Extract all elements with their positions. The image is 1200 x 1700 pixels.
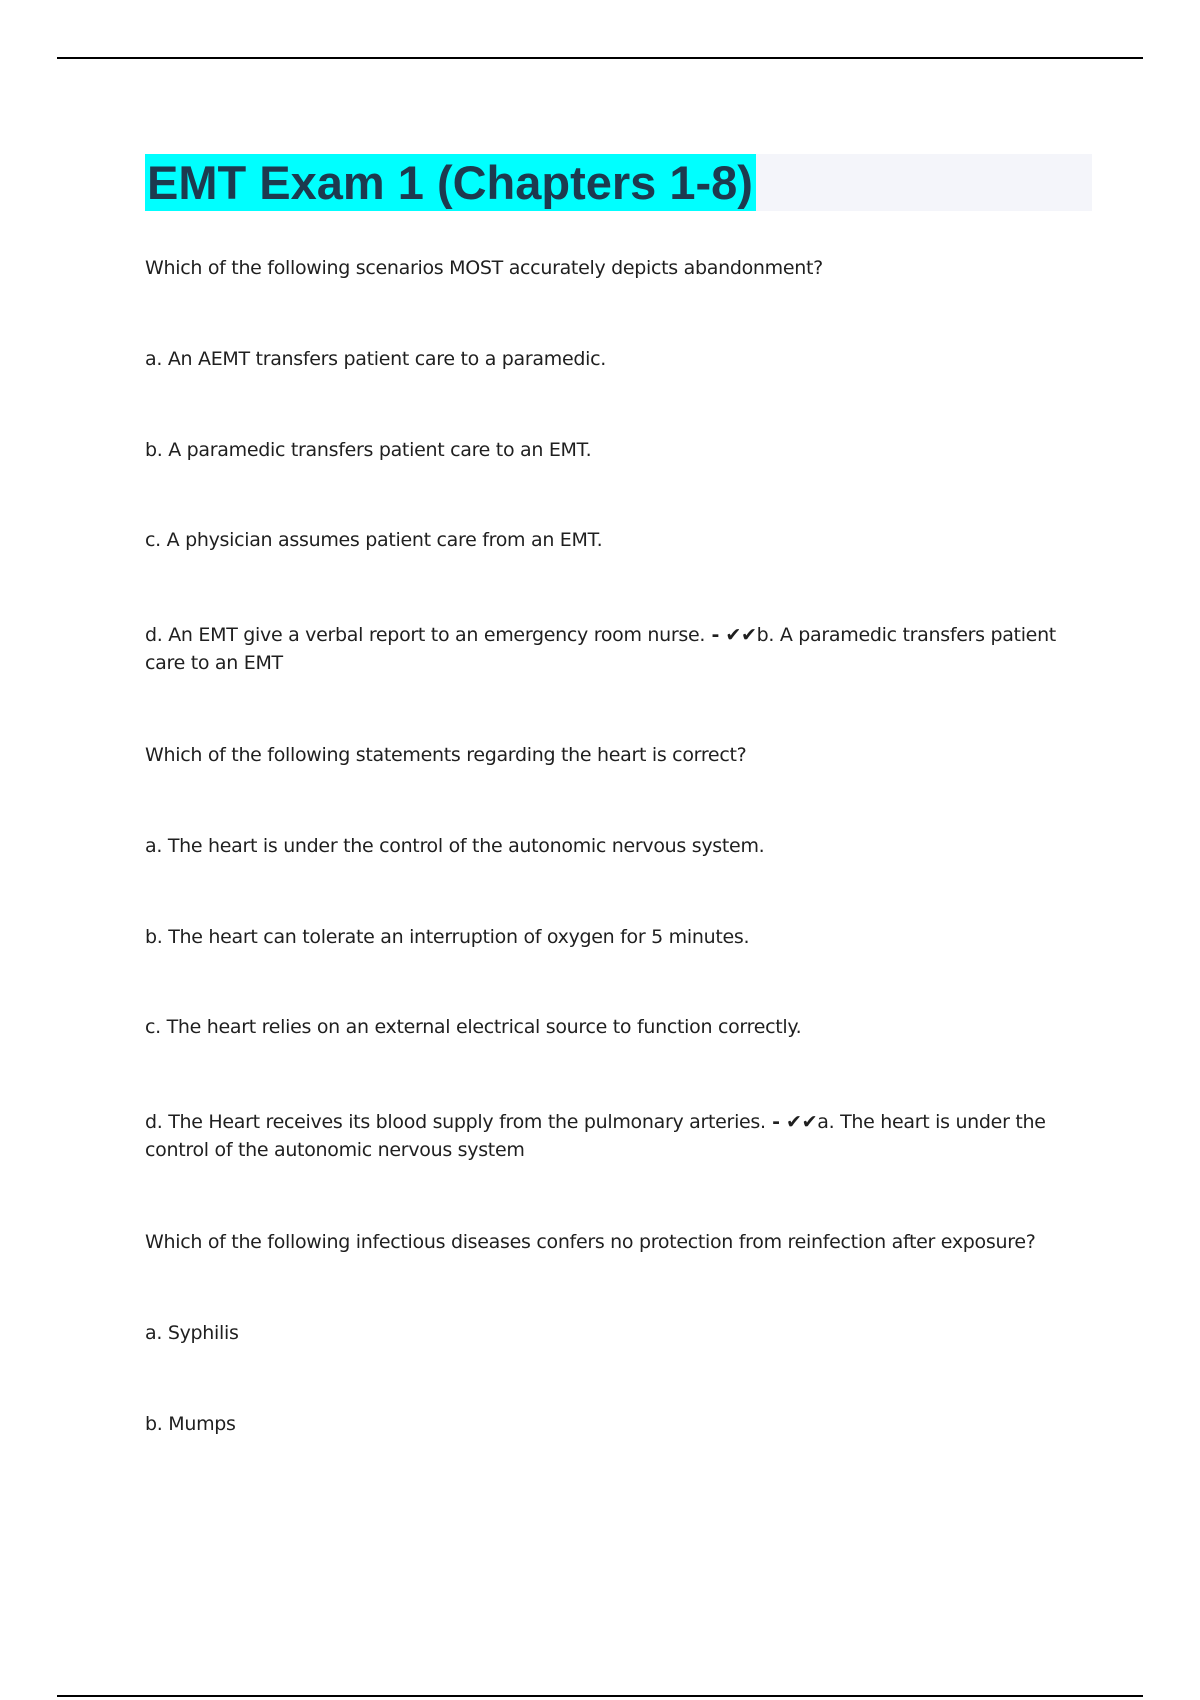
question-1-option-b: b. A paramedic transfers patient care to an EMT. <box>145 439 592 461</box>
answer-check-marker: - ✔✔ <box>765 1111 818 1133</box>
document-title: EMT Exam 1 (Chapters 1-8) <box>145 154 756 211</box>
question-2-answer: a. The heart is under the control of the autonomic nervous system <box>145 1111 1046 1161</box>
question-3-prompt: Which of the following infectious diseases confers no protection from reinfection after exposure? <box>145 1231 1036 1253</box>
header-rule <box>57 57 1143 59</box>
question-1-prompt: Which of the following scenarios MOST accurately depicts abandonment? <box>145 257 823 279</box>
footer-rule <box>57 1695 1143 1697</box>
answer-check-marker: - ✔✔ <box>705 624 757 646</box>
question-2-option-c: c. The heart relies on an external electrical source to function correctly. <box>145 1016 802 1038</box>
question-2-option-a: a. The heart is under the control of the autonomic nervous system. <box>145 835 765 857</box>
question-2-option-d-with-answer <box>145 1108 1085 1164</box>
question-2-option-d: d. The Heart receives its blood supply from the pulmonary arteries. <box>145 1111 766 1133</box>
question-2-option-b: b. The heart can tolerate an interruption of oxygen for 5 minutes. <box>145 926 750 948</box>
question-3-option-a: a. Syphilis <box>145 1322 239 1344</box>
question-1-option-d-with-answer <box>145 621 1085 677</box>
question-3-option-b: b. Mumps <box>145 1413 236 1435</box>
question-1-option-d: d. An EMT give a verbal report to an emergency room nurse. <box>145 624 706 646</box>
question-1-option-c: c. A physician assumes patient care from an EMT. <box>145 529 603 551</box>
question-1-answer: b. A paramedic transfers patient care to an EMT <box>145 624 1056 674</box>
question-2-prompt: Which of the following statements regarding the heart is correct? <box>145 744 747 766</box>
question-1-option-a: a. An AEMT transfers patient care to a paramedic. <box>145 348 606 370</box>
